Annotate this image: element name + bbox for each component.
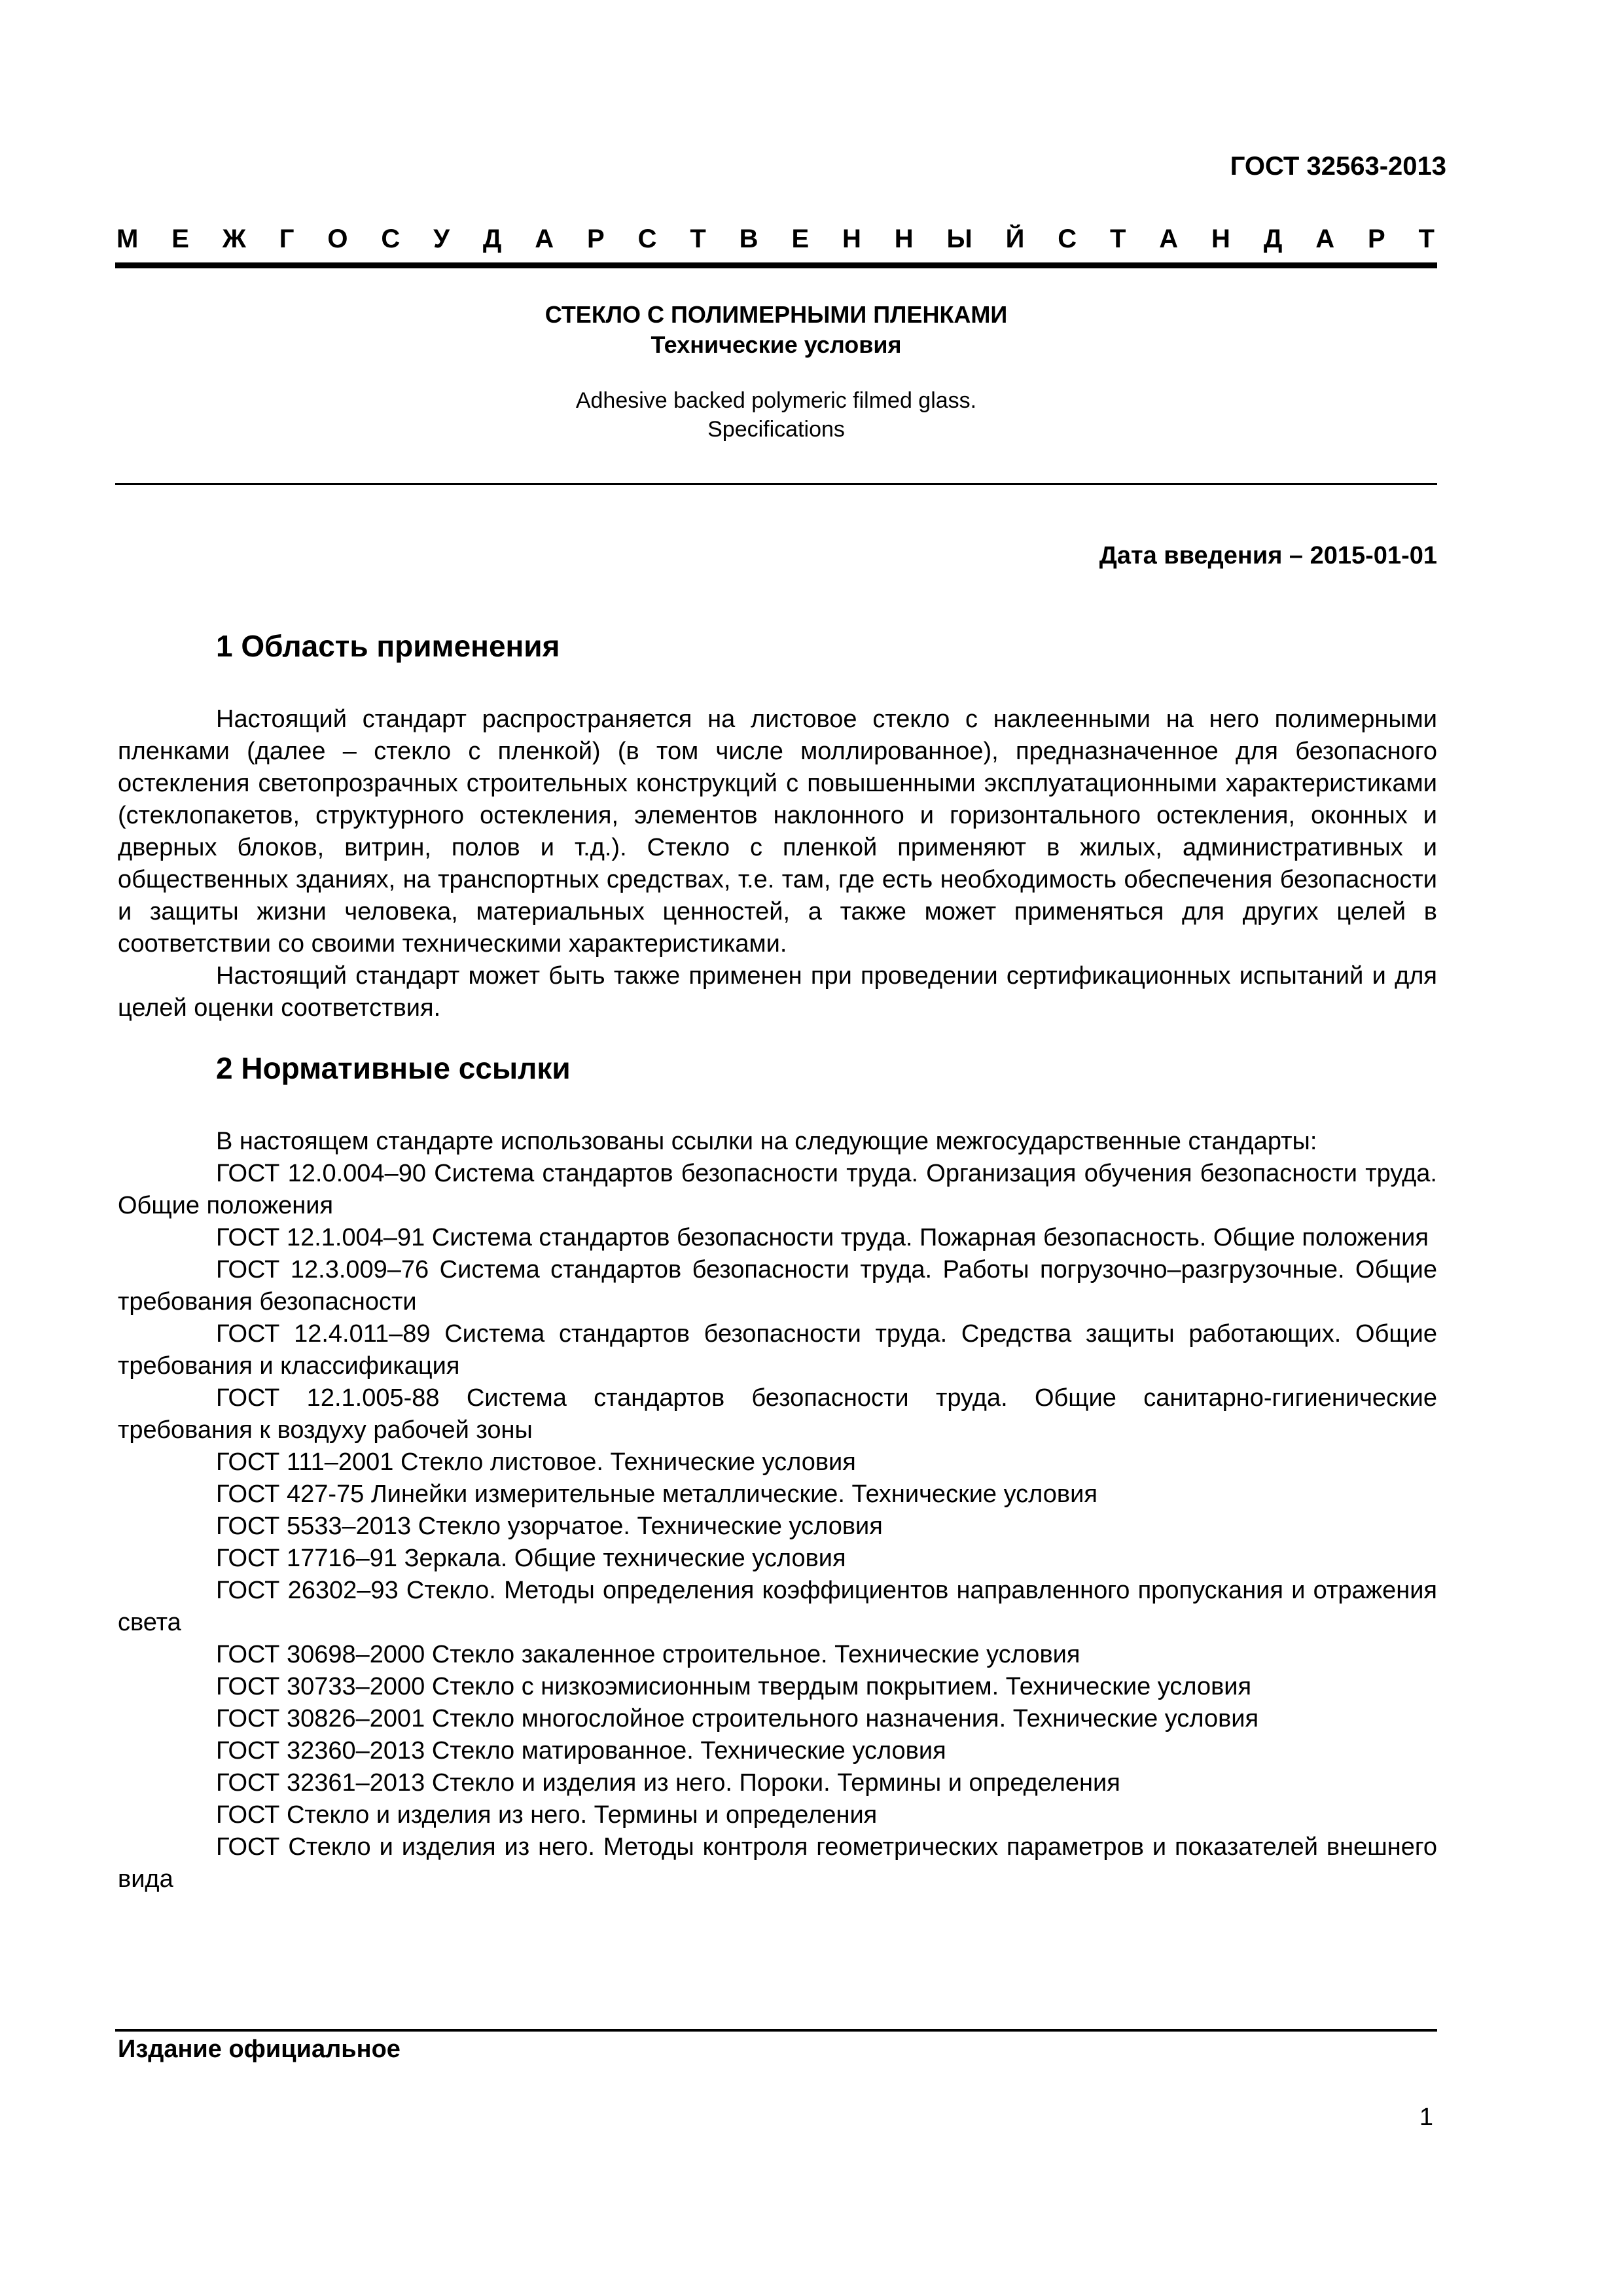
section-2-body bbox=[118, 1126, 1437, 1895]
banner-letter: С bbox=[381, 224, 401, 253]
reference-item: ГОСТ 12.1.005-88 Система стандартов безопасности труда. Общие санитарно-гигиенические требования к воздуху рабочей зоны bbox=[118, 1384, 1437, 1444]
title-en-sub: Specifications bbox=[707, 417, 845, 442]
reference-item: ГОСТ Стекло и изделия из него. Термины и определения bbox=[216, 1801, 878, 1829]
reference-item: ГОСТ 32361–2013 Стекло и изделия из него. Пороки. Термины и определения bbox=[216, 1769, 1120, 1797]
banner-letter: Н bbox=[842, 224, 861, 253]
title-en-main: Adhesive backed polymeric filmed glass. bbox=[575, 388, 977, 413]
title-en bbox=[115, 386, 1437, 444]
footer-rule bbox=[115, 2029, 1437, 2032]
reference-item: ГОСТ Стекло и изделия из него. Методы контроля геометрических параметров и показателей внешнего вида bbox=[118, 1833, 1437, 1893]
banner-letter: М bbox=[116, 224, 139, 253]
banner-letter: С bbox=[637, 224, 657, 253]
section-2-heading: 2 Нормативные ссылки bbox=[216, 1051, 571, 1085]
banner-letter: Е bbox=[791, 224, 810, 253]
paragraph: Настоящий стандарт распространяется на листовое стекло с наклеенными на него полимерными пленками (далее – стекло с пленкой) (в том числе моллированное), предназначенное для безопасного остекления светопрозрачных строительных конструкций с повышенными эксплуатационными характеристиками (стеклопакетов, структурного остекления, элементов наклонного и горизонтального остекления, оконных и дверных блоков, витрин, полов и т.д.). Стекло с пленкой применяют в жилых, административных и общественных зданиях, на транспортных средствах, т.е. там, где есть необходимость обеспечения безопасности и защиты жизни человека, материальных ценностей, а также может применяться для других целей в соответствии со своими техническими характеристиками. bbox=[118, 706, 1437, 958]
interstate-standard-banner bbox=[116, 224, 1435, 254]
paragraph-intro: В настоящем стандарте использованы ссылки на следующие межгосударственные стандарты: bbox=[216, 1128, 1317, 1155]
banner-letter: А bbox=[1159, 224, 1179, 253]
official-edition-label: Издание официальное bbox=[118, 2036, 401, 2063]
reference-item: ГОСТ 427-75 Линейки измерительные металлические. Технические условия bbox=[216, 1480, 1097, 1508]
banner-letter: Г bbox=[279, 224, 294, 253]
banner-letter: Т bbox=[690, 224, 706, 253]
title-ru: СТЕКЛО С ПОЛИМЕРНЫМИ ПЛЕНКАМИ bbox=[544, 301, 1008, 328]
reference-item: ГОСТ 26302–93 Стекло. Методы определения коэффициентов направленного пропускания и отражения света bbox=[118, 1577, 1437, 1636]
reference-item: ГОСТ 5533–2013 Стекло узорчатое. Технические условия bbox=[216, 1513, 883, 1540]
reference-item: ГОСТ 30826–2001 Стекло многослойное строительного назначения. Технические условия bbox=[216, 1705, 1259, 1732]
banner-letter: Ж bbox=[222, 224, 246, 253]
title-block bbox=[115, 300, 1437, 444]
banner-letter: Р bbox=[1367, 224, 1385, 253]
banner-letter: Ы bbox=[946, 224, 972, 253]
title-rule bbox=[115, 483, 1437, 485]
reference-item: ГОСТ 12.4.011–89 Система стандартов безопасности труда. Средства защиты работающих. Общие требования и классификация bbox=[118, 1320, 1437, 1380]
reference-item: ГОСТ 12.3.009–76 Система стандартов безопасности труда. Работы погрузочно–разгрузочные. Общие требования безопасности bbox=[118, 1256, 1437, 1316]
subtitle-ru: Технические условия bbox=[651, 331, 902, 358]
page-number: 1 bbox=[1419, 2104, 1433, 2131]
section-1-body bbox=[118, 704, 1437, 1024]
banner-letter: Т bbox=[1418, 224, 1435, 253]
reference-item: ГОСТ 111–2001 Стекло листовое. Технические условия bbox=[216, 1448, 856, 1476]
header-rule bbox=[115, 262, 1437, 268]
reference-item: ГОСТ 12.0.004–90 Система стандартов безопасности труда. Организация обучения безопасности труда. Общие положения bbox=[118, 1160, 1437, 1219]
standard-code: ГОСТ 32563-2013 bbox=[1230, 152, 1446, 181]
banner-letter: Е bbox=[171, 224, 189, 253]
banner-letter: Д bbox=[1263, 224, 1283, 253]
reference-item: ГОСТ 30698–2000 Стекло закаленное строительное. Технические условия bbox=[216, 1641, 1080, 1668]
reference-item: ГОСТ 12.1.004–91 Система стандартов безопасности труда. Пожарная безопасность. Общие положения bbox=[216, 1224, 1429, 1251]
reference-item: ГОСТ 32360–2013 Стекло матированное. Технические условия bbox=[216, 1737, 946, 1765]
reference-item: ГОСТ 17716–91 Зеркала. Общие технические условия bbox=[216, 1545, 846, 1572]
banner-letter: В bbox=[739, 224, 758, 253]
banner-letter: Н bbox=[1211, 224, 1230, 253]
paragraph: Настоящий стандарт может быть также применен при проведении сертификационных испытаний и для целей оценки соответствия. bbox=[118, 962, 1437, 1022]
introduction-date: Дата введения – 2015-01-01 bbox=[1099, 542, 1437, 569]
banner-letter: У bbox=[433, 224, 450, 253]
banner-letter: А bbox=[1315, 224, 1335, 253]
reference-item: ГОСТ 30733–2000 Стекло с низкоэмисионным твердым покрытием. Технические условия bbox=[216, 1673, 1252, 1700]
banner-letter: Т bbox=[1109, 224, 1126, 253]
banner-letter: С bbox=[1058, 224, 1077, 253]
banner-letter: Д bbox=[482, 224, 502, 253]
banner-letter: А bbox=[535, 224, 554, 253]
banner-letter: Й bbox=[1005, 224, 1025, 253]
banner-letter: О bbox=[327, 224, 348, 253]
section-1-heading: 1 Область применения bbox=[216, 629, 560, 663]
banner-letter: Н bbox=[894, 224, 914, 253]
banner-letter: Р bbox=[587, 224, 605, 253]
